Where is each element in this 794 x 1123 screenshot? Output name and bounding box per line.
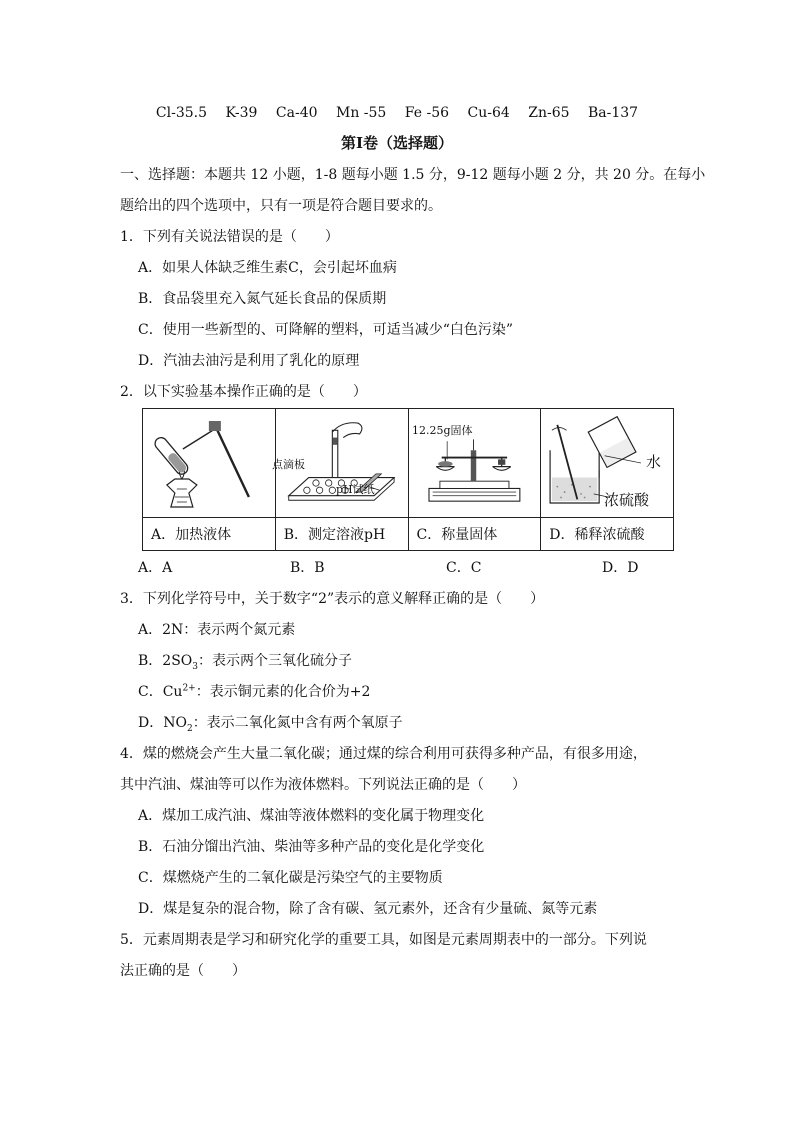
mass-ba: Ba-137 [587,105,639,121]
q4-option-b: B．石油分馏出汽油、柴油等多种产品的变化是化学变化 [138,839,485,855]
fig-d-water-label: 水 [646,453,662,471]
q2-choice-d: D．D [602,560,639,576]
section-instructions-line2: 题给出的四个选项中，只有一项是符合题目要求的。 [120,198,442,214]
q3-option-a [138,620,295,640]
q1-option-c: C．使用一些新型的、可降解的塑料，可适当减少“白色污染” [138,322,514,338]
q1-stem: 1．下列有关说法错误的是（ ） [120,229,339,245]
mass-zn: Zn-65 [528,105,570,121]
q5-stem-line2: 法正确的是（ ） [120,963,246,979]
fig-d-acid-label: 浓硫酸 [604,491,650,509]
q3-option-b [138,651,352,671]
q3-option-d [138,713,403,733]
q1-option-d: D．汽油去油污是利用了乳化的原理 [138,353,360,369]
label-heating-liquid: A．加热液体 [143,518,276,551]
q3-d-text: ：表示二氧化氮中含有两个氧原子 [192,715,403,731]
q3-c-superscript: 2+ [182,683,196,694]
section-instructions-line1: 一、选择题：本题共 12 小题，1-8 题每小题 1.5 分，9-12 题每小题 2 分，共 20 分。在每小 [120,167,706,183]
q4-option-a: A．煤加工成汽油、煤油等液体燃料的变化属于物理变化 [138,808,485,824]
q1-option-b: B．食品袋里充入氮气延长食品的保质期 [138,291,387,307]
q3-a-text: ：表示两个氮元素 [183,622,296,638]
fig-b-paper-label: pH试纸 [336,483,375,496]
q3-d-symbol: D．NO [138,715,187,731]
q5-stem-line1: 5．元素周期表是学习和研究化学的重要工具，如图是元素周期表中的一部分。下列说 [120,932,647,948]
mass-k: K-39 [225,105,258,121]
q3-c-symbol: C．Cu [138,684,183,700]
q4-option-c: C．煤燃烧产生的二氧化碳是污染空气的主要物质 [138,870,443,886]
mass-ca: Ca-40 [275,105,318,121]
atomic-masses-line [0,103,794,123]
q3-option-c [138,682,370,702]
label-measure-ph: B．测定溶液pH [275,518,408,551]
label-weigh-solid: C．称量固体 [408,518,541,551]
q4-stem-line1: 4．煤的燃烧会产生大量二氧化碳；通过煤的综合利用可获得多种产品，有很多用途， [120,746,647,762]
q2-stem: 2．以下实验基本操作正确的是（ ） [120,384,367,400]
q2-choice-a: A．A [138,560,173,576]
fig-c-mass-label: 12.25g固体 [412,424,473,437]
q3-c-text: ：表示铜元素的化合价为+2 [195,684,371,700]
q3-b-subscript: 3 [192,661,198,672]
mass-fe: Fe -56 [404,105,450,121]
figure-heating-liquid [143,409,276,518]
q2-choice-c: C．C [446,560,482,576]
mass-cl: Cl-35.5 [155,105,208,121]
label-dilute-acid: D．稀释浓硫酸 [541,518,674,551]
q2-choice-b: B．B [290,560,325,576]
q4-stem-line2: 其中汽油、煤油等可以作为液体燃料。下列说法正确的是（ ） [120,777,526,793]
q4-option-d: D．煤是复杂的混合物，除了含有碳、氢元素外，还含有少量硫、氮等元素 [138,901,598,917]
q3-stem: 3．下列化学符号中，关于数字“2”表示的意义解释正确的是（ ） [120,591,545,607]
q3-d-subscript: 2 [186,723,193,734]
q3-b-symbol: B．2SO [138,653,193,669]
fig-b-plate-label: 点滴板 [272,458,305,471]
mass-cu: Cu-64 [467,105,510,121]
part-title: 第Ⅰ卷（选择题） [340,134,454,152]
q2-figure-table [142,408,674,551]
mass-mn: Mn -55 [335,105,387,121]
q1-option-a: A．如果人体缺乏维生素C，会引起坏血病 [138,260,397,276]
heating-liquid-illustration [143,409,275,517]
q3-a-symbol: A．2N [138,622,184,638]
q3-b-text: ：表示两个三氧化硫分子 [198,653,352,669]
